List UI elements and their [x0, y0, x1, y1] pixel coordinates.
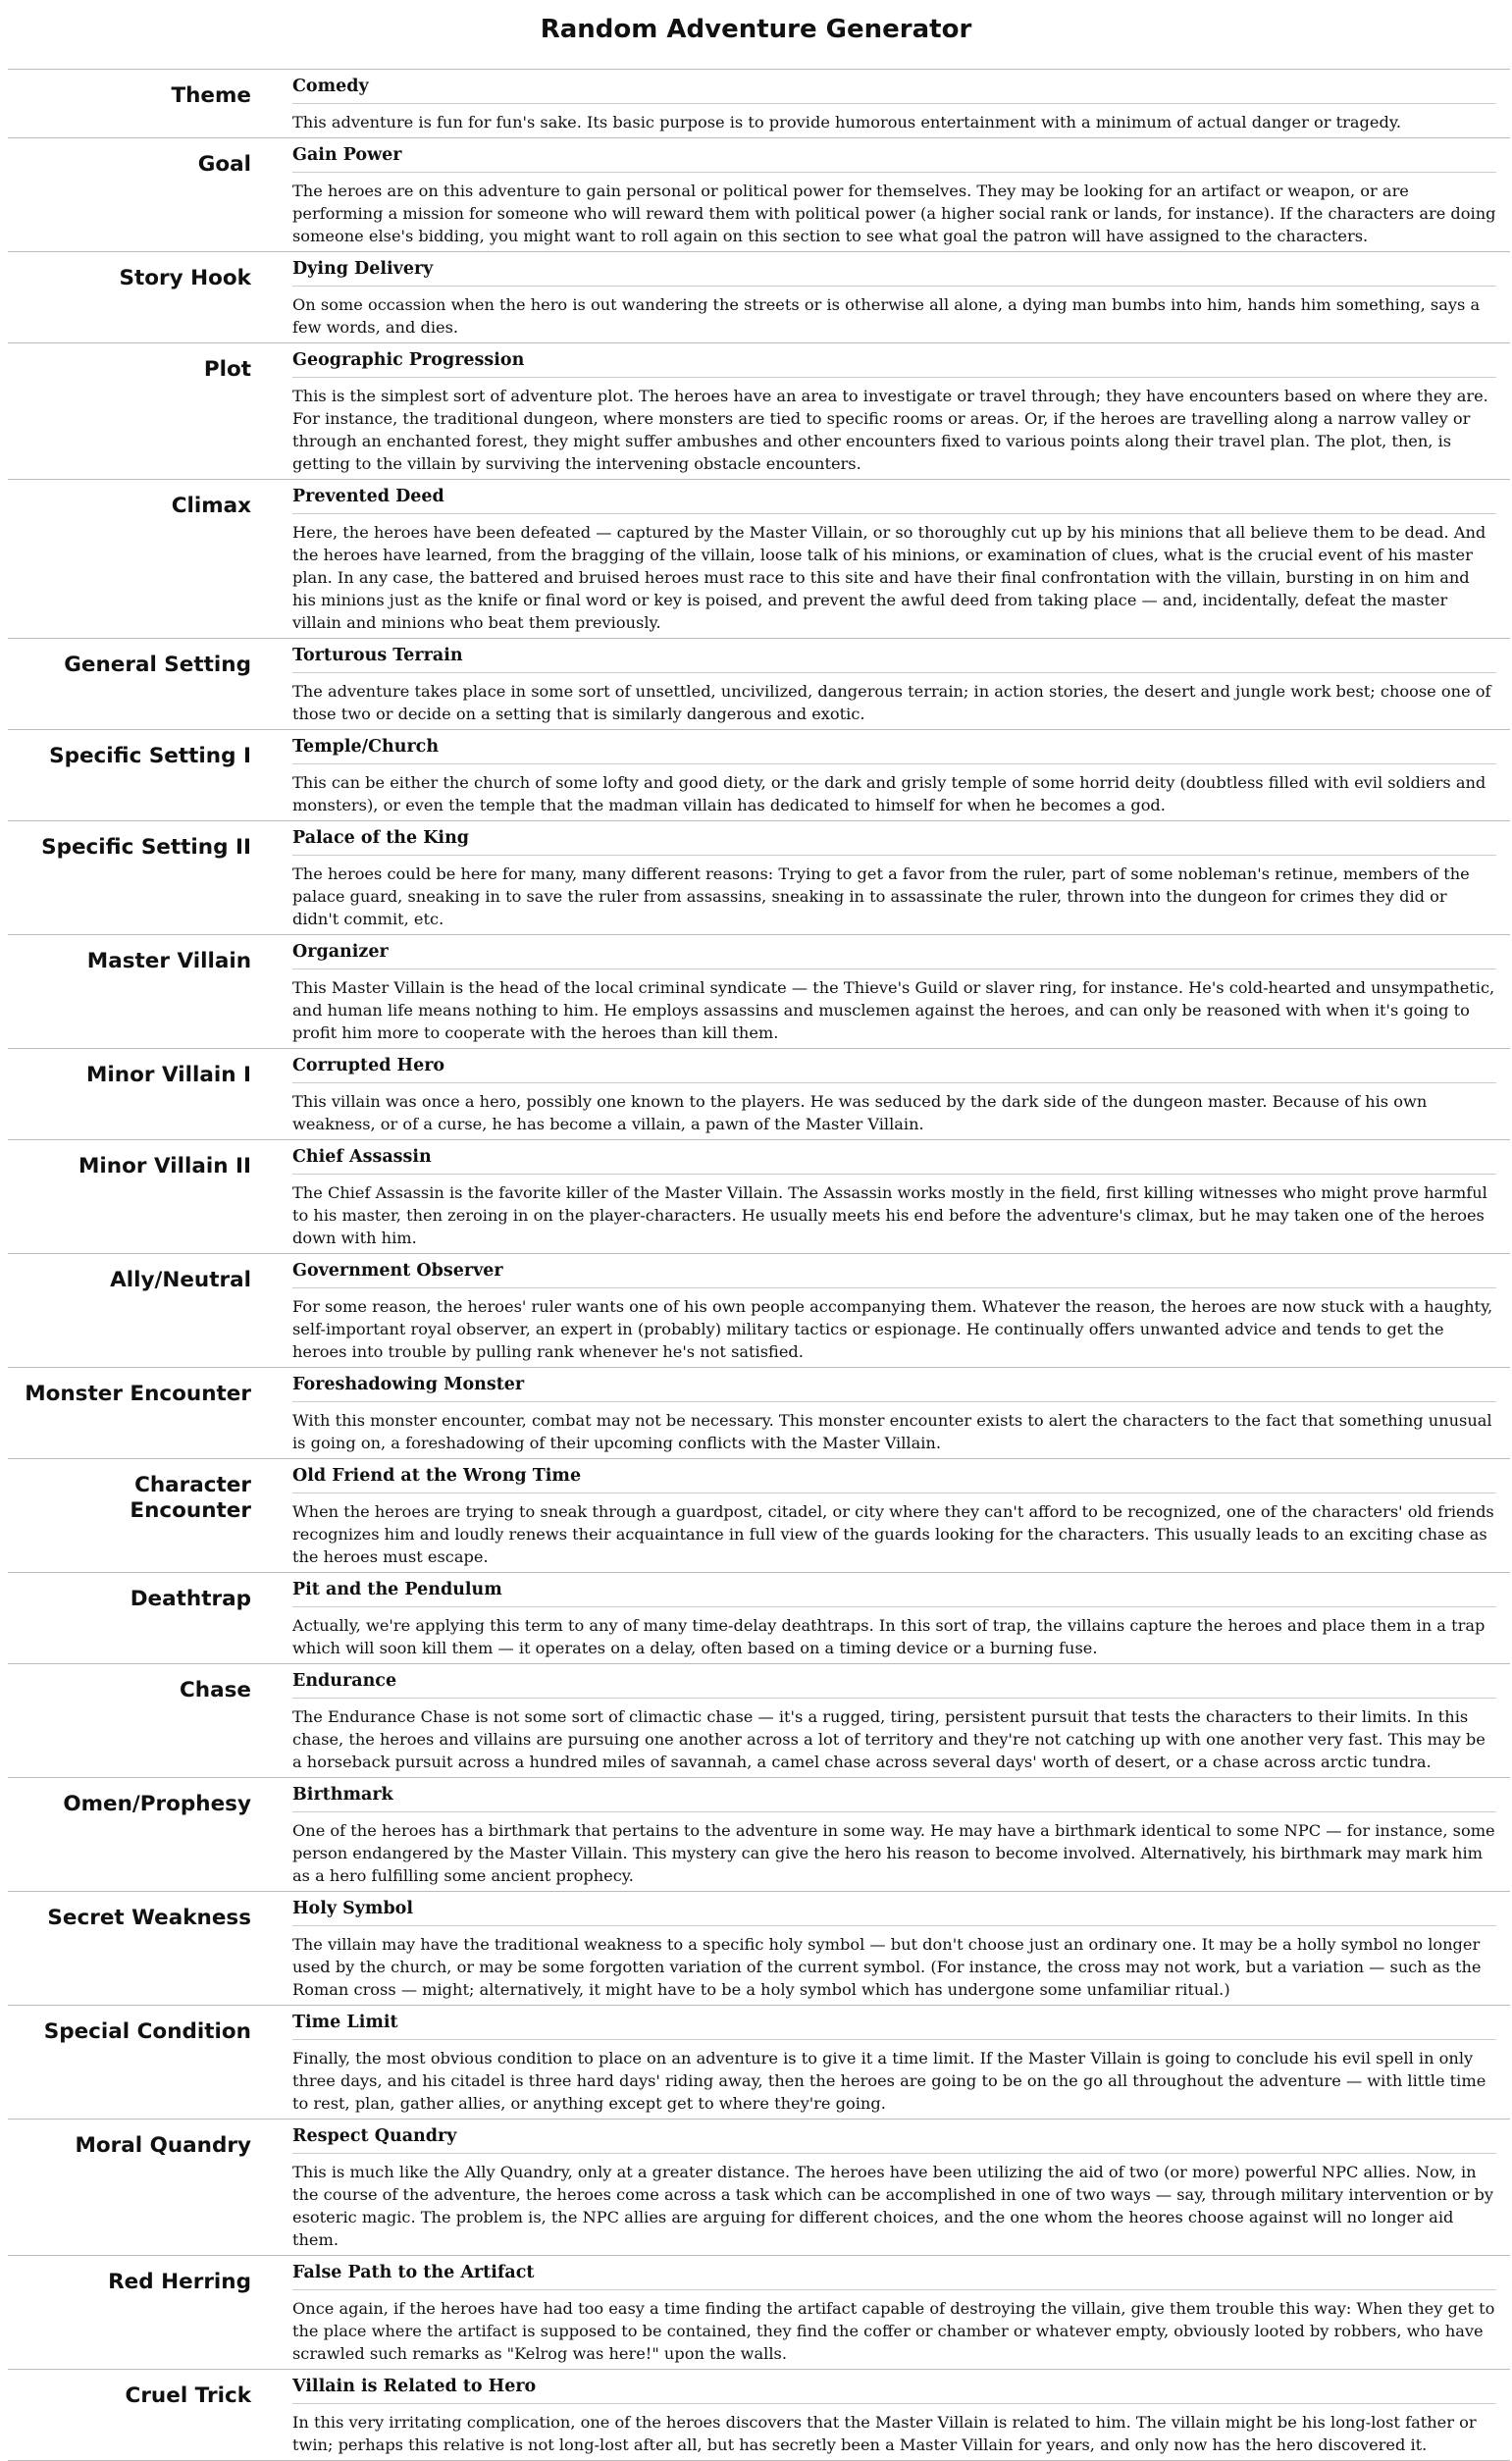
table-row	[8, 1459, 1510, 1573]
row-label: Moral Quandry	[75, 2133, 251, 2158]
entry-description: The Chief Assassin is the favorite killer of the Master Villain. The Assassin works mostly in the field, first killing witnesses who might prove harmful to his master, then zeroing in on the player-characters. He usually meets his end before the adventure's climax, but he may taken one of the heroes down with him.	[292, 1183, 1487, 1247]
table-row	[8, 1664, 1510, 1778]
table-row	[8, 252, 1510, 343]
table-row	[8, 480, 1510, 639]
row-content	[281, 2370, 1510, 2460]
entry-name: Corrupted Hero	[292, 1049, 1496, 1083]
table-row	[8, 1368, 1510, 1459]
row-content	[281, 730, 1510, 820]
entry-name: Prevented Deed	[292, 480, 1496, 514]
row-label: Chase	[180, 1678, 251, 1702]
table-row	[8, 343, 1510, 480]
table-row	[8, 1892, 1510, 2006]
entry-description: For some reason, the heroes' ruler wants one of his own people accompanying them. Whatever the reason, the heroes are now stuck with a haughty, self-important royal observer, an expert in (probably) military tactics or espionage. He continually offers unwanted advice and tends to get the heroes into trouble by pulling rank whenever he's not satisfied.	[292, 1297, 1493, 1361]
entry-name: Gain Power	[292, 138, 1496, 173]
entry-description: In this very irritating complication, one of the heroes discovers that the Master Villain is related to him. The villain might be his long-lost father or twin; perhaps this relative is not long-lost after all, but has secretly been a Master Villain for years, and only now has the hero discovered it.	[292, 2413, 1477, 2454]
entry-description: This is much like the Ally Quandry, only at a greater distance. The heroes have been utilizing the aid of two (or more) powerful NPC allies. Now, in the course of the adventure, the heroes come across a task which can be accomplished in one of two ways — say, through military intervention or by esoteric magic. The problem is, the NPC allies are arguing for different choices, and the one whom the heores choose against will no longer aid them.	[292, 2163, 1494, 2249]
entry-name: Government Observer	[292, 1254, 1496, 1288]
table-row	[8, 821, 1510, 935]
row-label: Goal	[197, 152, 251, 177]
row-label: Specific Setting II	[41, 835, 251, 860]
entry-description: Here, the heroes have been defeated — captured by the Master Villain, or so thoroughly cut up by his minions that all believe them to be dead. And the heroes have learned, from the bragging of the villain, loose talk of his minions, or examination of clues, what is the crucial event of his master plan. In any case, the battered and bruised heroes must race to this site and have their final confrontation with the villain, bursting in on him and his minions just as the knife or final word or key is poised, and prevent the awful deed from taking place — and, incidentally, defeat the master villain and minions who beat them previously.	[292, 523, 1486, 632]
row-label: Story Hook	[119, 266, 251, 290]
row-label: Secret Weakness	[47, 1906, 251, 1930]
row-label: Minor Villain II	[78, 1154, 251, 1178]
entry-description: On some occassion when the hero is out wandering the streets or is otherwise all alone, a dying man bumbs into him, hands him something, says a few words, and dies.	[292, 295, 1481, 337]
entry-name: False Path to the Artifact	[292, 2256, 1496, 2290]
row-label: Character Encounter	[130, 1473, 251, 1523]
table-row	[8, 639, 1510, 730]
entry-description: With this monster encounter, combat may not be necessary. This monster encounter exists to alert the characters to the fact that something unusual is going on, a foreshadowing of their upcoming conflicts with the Master Villain.	[292, 1411, 1492, 1452]
row-content	[281, 1368, 1510, 1458]
row-label: Minor Villain I	[86, 1063, 251, 1087]
row-content	[281, 2256, 1510, 2369]
row-label: Red Herring	[108, 2270, 251, 2294]
entry-name: Villain is Related to Hero	[292, 2370, 1496, 2404]
entry-description: This villain was once a hero, possibly one known to the players. He was seduced by the dark side of the dungeon master. Because of his own weakness, or of a curse, he has become a villain, a pawn of the Master Villain.	[292, 1092, 1428, 1133]
table-row	[8, 2256, 1510, 2370]
entry-name: Respect Quandry	[292, 2120, 1496, 2154]
row-label: Special Condition	[43, 2019, 251, 2044]
entry-name: Old Friend at the Wrong Time	[292, 1459, 1496, 1493]
entry-name: Torturous Terrain	[292, 639, 1496, 673]
row-label: Theme	[171, 83, 251, 108]
entry-name: Dying Delivery	[292, 252, 1496, 287]
row-content	[281, 639, 1510, 729]
entry-name: Chief Assassin	[292, 1140, 1496, 1175]
entry-name: Birthmark	[292, 1778, 1496, 1812]
entry-name: Organizer	[292, 935, 1496, 969]
row-label: General Setting	[64, 653, 251, 677]
page-title: Random Adventure Generator	[540, 15, 972, 44]
entry-name: Temple/Church	[292, 730, 1496, 764]
table-row	[8, 2120, 1510, 2256]
row-content	[281, 821, 1510, 934]
entry-description: Once again, if the heroes have had too easy a time finding the artifact capable of destroying the villain, give them trouble this way: When they get to the place where the artifact is supposed to be contained, they find the coffer or chamber or whatever empty, obviously looted by robbers, who have scrawled such remarks as "Kelrog was here!" upon the walls.	[292, 2299, 1495, 2363]
table-row	[8, 730, 1510, 821]
row-content	[281, 1459, 1510, 1572]
row-content	[281, 1573, 1510, 1663]
row-label: Climax	[171, 494, 251, 518]
entry-description: The villain may have the traditional weakness to a specific holy symbol — but don't choose just an ordinary one. It may be a holly symbol no longer used by the church, or may be some forgotten variation of the current symbol. (For instance, the cross may not work, but a variation — such as the Roman cross — might; alternatively, it might have to be a holy symbol which has undergone some unfamiliar ritual.)	[292, 1935, 1482, 1999]
row-content	[281, 1664, 1510, 1777]
table-row	[8, 138, 1510, 252]
entry-description: When the heroes are trying to sneak through a guardpost, citadel, or city where they can't afford to be recognized, one of the characters' old friends recognizes him and loudly renews their acquaintance in full view of the guards looking for the characters. This usually leads to an exciting chase as the heroes must escape.	[292, 1502, 1494, 1566]
entry-description: The Endurance Chase is not some sort of climactic chase — it's a rugged, tiring, persistent pursuit that tests the characters to their limits. In this chase, the heroes and villains are pursuing one another across a lot of territory and they're not catching up with one another very fast. This may be a horseback pursuit across a hundred miles of savannah, a camel chase across several days' worth of desert, or a chase across arctic tundra.	[292, 1707, 1486, 1771]
table-row	[8, 70, 1510, 138]
entry-name: Holy Symbol	[292, 1892, 1496, 1926]
row-label: Monster Encounter	[25, 1382, 251, 1406]
row-content	[281, 252, 1510, 342]
entry-name: Pit and the Pendulum	[292, 1573, 1496, 1607]
table-row	[8, 1254, 1510, 1368]
entry-name: Endurance	[292, 1664, 1496, 1699]
entry-description: The heroes are on this adventure to gain personal or political power for themselves. They may be looking for an artifact or weapon, or are performing a mission for someone who will reward them with political power (a higher social rank or lands, for instance). If the characters are doing someone else's bidding, you might want to roll again on this section to see what goal the patron will have assigned to the characters.	[292, 182, 1496, 245]
entry-name: Time Limit	[292, 2006, 1496, 2040]
row-label: Master Villain	[86, 949, 251, 973]
row-label: Plot	[203, 357, 251, 382]
table-row	[8, 1778, 1510, 1892]
row-content	[281, 2006, 1510, 2119]
entry-description: This is the simplest sort of adventure plot. The heroes have an area to investigate or travel through; they have encounters based on where they are. For instance, the traditional dungeon, where monsters are tied to specific rooms or areas. Or, if the heroes are travelling along a narrow valley or through an enchanted forest, they might suffer ambushes and other encounters fixed to various points along their travel plan. The plot, then, is getting to the villain by surviving the intervening obstacle encounters.	[292, 387, 1488, 473]
row-content	[281, 1140, 1510, 1253]
row-content	[281, 1778, 1510, 1891]
entry-description: One of the heroes has a birthmark that pertains to the adventure in some way. He may have a birthmark identical to some NPC — for instance, some person endangered by the Master Villain. This mystery can give the hero his reason to become involved. Alternatively, his birthmark may mark him as a hero fulfilling some ancient prophecy.	[292, 1821, 1495, 1885]
row-content	[281, 1049, 1510, 1139]
adventure-table	[8, 69, 1510, 2461]
table-row	[8, 1140, 1510, 1254]
table-row	[8, 1573, 1510, 1664]
table-row	[8, 1049, 1510, 1140]
entry-description: Finally, the most obvious condition to place on an adventure is to give it a time limit. If the Master Villain is going to conclude his evil spell in only three days, and his citadel is three hard days' riding away, then the heroes are going to be on the go all throughout the adventure — with little time to rest, plan, gather allies, or anything except get to where they're going.	[292, 2049, 1486, 2113]
table-row	[8, 2370, 1510, 2461]
entry-description: This can be either the church of some lofty and good diety, or the dark and grisly temple of some horrid deity (doubtless filled with evil soldiers and monsters), or even the temple that the madman villain has dedicated to himself for when he becomes a god.	[292, 773, 1486, 814]
entry-description: The adventure takes place in some sort of unsettled, uncivilized, dangerous terrain; in action stories, the desert and jungle work best; choose one of those two or decide on a setting that is similarly dangerous and exotic.	[292, 682, 1491, 723]
entry-description: This Master Villain is the head of the local criminal syndicate — the Thieve's Guild or slaver ring, for instance. He's cold-hearted and unsympathetic, and human life means nothing to him. He employs assassins and musclemen against the heroes, and can only be reasoned with when it's going to profit him more to cooperate with the heroes than kill them.	[292, 978, 1495, 1042]
row-label: Specific Setting I	[49, 744, 251, 768]
row-label: Ally/Neutral	[110, 1268, 251, 1292]
row-content	[281, 343, 1510, 479]
row-content	[281, 935, 1510, 1048]
table-row	[8, 935, 1510, 1049]
row-content	[281, 2120, 1510, 2255]
row-content	[281, 1892, 1510, 2005]
row-label: Omen/Prophesy	[63, 1792, 251, 1816]
entry-description: Actually, we're applying this term to any of many time-delay deathtraps. In this sort of trap, the villains capture the heroes and place them in a trap which will soon kill them — it operates on a delay, often based on a timing device or a burning fuse.	[292, 1616, 1486, 1657]
row-content	[281, 1254, 1510, 1367]
table-row	[8, 2006, 1510, 2120]
row-label: Cruel Trick	[125, 2383, 251, 2408]
row-content	[281, 138, 1510, 251]
row-label: Deathtrap	[130, 1587, 251, 1611]
entry-name: Comedy	[292, 70, 1496, 104]
entry-name: Foreshadowing Monster	[292, 1368, 1496, 1402]
entry-name: Palace of the King	[292, 821, 1496, 856]
entry-description: This adventure is fun for fun's sake. Its basic purpose is to provide humorous entertainment with a minimum of actual danger or tragedy.	[292, 113, 1401, 131]
row-content	[281, 480, 1510, 638]
entry-description: The heroes could be here for many, many different reasons: Trying to get a favor from the ruler, part of some nobleman's retinue, members of the palace guard, sneaking in to save the ruler from assassins, sneaking in to assassinate the ruler, thrown into the dungeon for crimes they did or didn't commit, etc.	[292, 864, 1470, 928]
entry-name: Geographic Progression	[292, 343, 1496, 378]
row-content	[281, 70, 1510, 137]
